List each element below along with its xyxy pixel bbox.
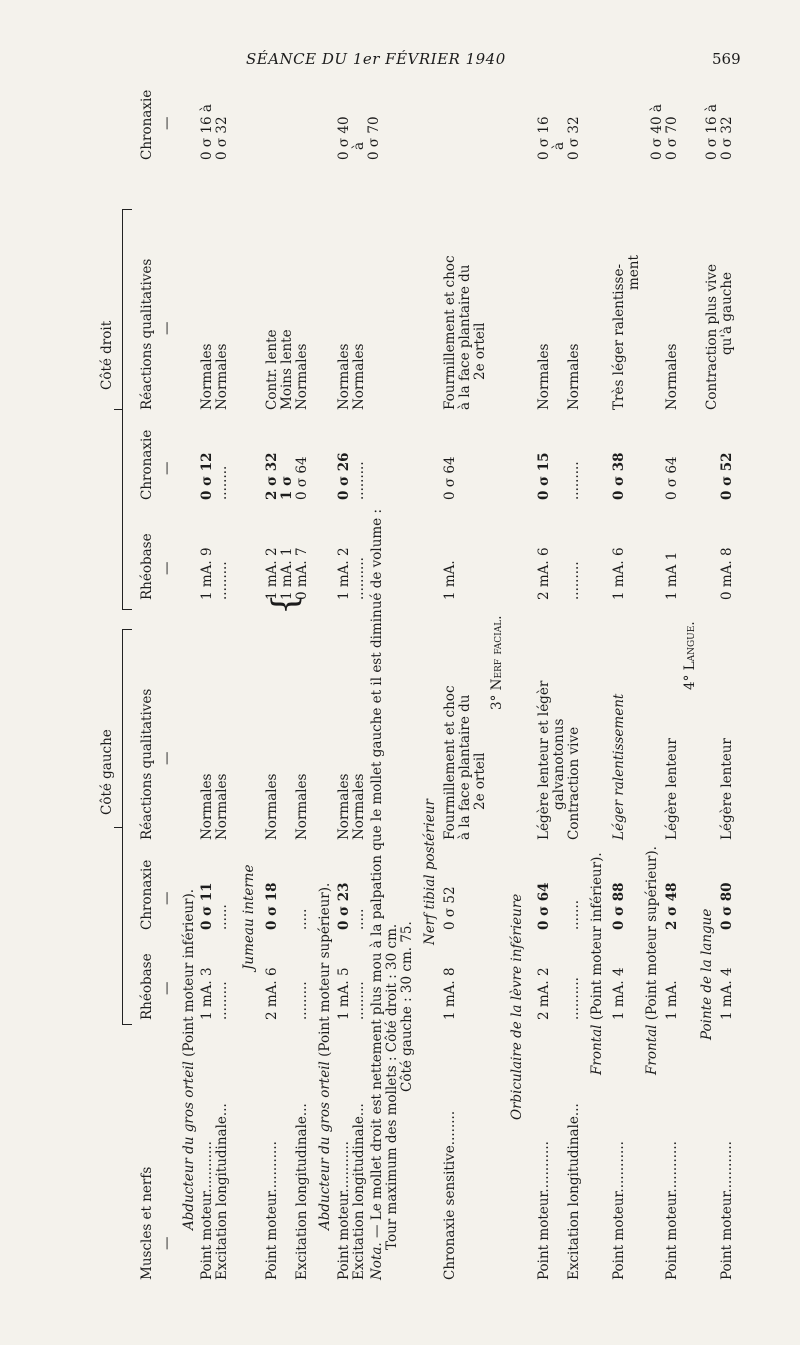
col-reactions-left: Réactions qualitatives: [139, 688, 155, 840]
nota-line: Côté gauche : 30 cm. 75.: [399, 921, 415, 1092]
brace-left: [122, 630, 123, 1025]
table-row-label: Chronaxie sensitive........: [442, 1110, 458, 1280]
rotated-table: [60, 30, 740, 1290]
cell: .....: [294, 908, 310, 930]
cell: .........: [351, 981, 367, 1020]
cell: 0 mA. 7: [294, 547, 310, 600]
running-head: SÉANCE DU 1er FÉVRIER 1940: [246, 50, 506, 68]
cell: Moins lente: [279, 329, 295, 410]
table-row-label: Excitation longitudinale...: [351, 1103, 367, 1280]
nota-line: Nota. — Le mollet droit est nettement plus mou à la palpation que le mollet gauche et il est diminué de volume :: [369, 508, 385, 1280]
cell: .........: [566, 561, 582, 600]
cell: Normales: [264, 773, 280, 840]
cell: 0 σ 18: [264, 882, 280, 930]
cell: 0 σ 16: [536, 116, 552, 160]
cell: Normales: [351, 773, 367, 840]
cell: ......: [214, 904, 230, 930]
cell: Normales: [351, 343, 367, 410]
cell: 0 σ 16 à: [704, 104, 720, 160]
cell: 0 σ 32: [566, 116, 582, 160]
cell: ment: [626, 255, 642, 290]
cell: 0 σ 40: [336, 116, 352, 160]
cell: ........: [214, 465, 230, 500]
cell: 1 mA. 4: [611, 967, 627, 1020]
cell: Légère lenteur et légèr: [536, 680, 552, 840]
cell: Très léger ralentisse-: [611, 263, 627, 410]
cell: 2 mA. 2: [536, 967, 552, 1020]
cell: Normales: [536, 343, 552, 410]
curly-brace: {: [265, 593, 305, 615]
brace-right: [122, 210, 123, 610]
cell: 0 σ 70: [366, 116, 382, 160]
cell: 1 σ: [279, 475, 295, 500]
cell: .....: [351, 908, 367, 930]
table-row-label: Excitation longitudinale...: [566, 1103, 582, 1280]
cell: 0 σ 64: [442, 456, 458, 500]
dash: —: [159, 1236, 175, 1250]
cell: 1 mA. 5: [336, 967, 352, 1020]
col-rheobase-left: Rhéobase: [139, 953, 155, 1020]
cell: 0 σ 80: [719, 882, 735, 930]
brace-tick: [114, 827, 122, 828]
section-heading: 4° Langue.: [682, 621, 698, 690]
table-row-label: Point moteur............: [611, 1141, 627, 1280]
nota-line: Tour maximum des mollets : Côté droit : 30 cm.: [384, 923, 400, 1250]
section-title: Frontal (Point moteur supérieur).: [644, 846, 660, 1075]
cell: Normales: [294, 773, 310, 840]
dash: —: [159, 116, 175, 130]
cell: ..........: [566, 977, 582, 1020]
cell: 1 mA. 2: [264, 547, 280, 600]
cell: à la face plantaire du: [457, 694, 473, 840]
cell: 2e orteil: [472, 322, 488, 380]
section-title: Pointe de la langue: [699, 908, 715, 1040]
cell: 1 mA.: [442, 560, 458, 600]
cell: 0 σ 15: [536, 452, 552, 500]
col-rheobase-right: Rhéobase: [139, 533, 155, 600]
table-row-label: Point moteur............: [264, 1141, 280, 1280]
cell: .......: [566, 899, 582, 930]
cell: .........: [214, 561, 230, 600]
cell: 0 σ 26: [336, 452, 352, 500]
cell: 0 σ 70: [664, 116, 680, 160]
cell: 2 mA. 6: [536, 547, 552, 600]
table-row-label: Point moteur............: [664, 1141, 680, 1280]
cell: Normales: [566, 343, 582, 410]
dash: —: [159, 981, 175, 995]
col-reactions-right: Réactions qualitatives: [139, 258, 155, 410]
cell: galvanotonus: [551, 718, 567, 810]
cell: Légère lenteur: [664, 738, 680, 840]
cell: 0 σ 12: [199, 452, 215, 500]
cell: Normales: [214, 343, 230, 410]
cell: 1 mA.: [664, 980, 680, 1020]
cell: .........: [294, 981, 310, 1020]
section-title: Abducteur du gros orteil (Point moteur inférieur).: [181, 888, 197, 1230]
dash: —: [159, 891, 175, 905]
brace-tick: [122, 1024, 132, 1025]
cell: .........: [214, 981, 230, 1020]
cell: Contr. lente: [264, 329, 280, 410]
cell: 1 mA. 2: [336, 547, 352, 600]
cell: qu'à gauche: [719, 271, 735, 355]
section-title: Jumeau interne: [241, 864, 257, 970]
page-number: 569: [712, 50, 741, 68]
cell: 0 σ 38: [611, 452, 627, 500]
cell: 0 σ 64: [536, 882, 552, 930]
cell: Contraction plus vive: [704, 264, 720, 410]
cell: Fourmillement et choc: [442, 685, 458, 840]
cell: 0 σ 16 à: [199, 104, 215, 160]
cell: Normales: [336, 773, 352, 840]
cell: 2 σ 48: [664, 882, 680, 930]
col-muscles: Muscles et nerfs: [139, 1166, 155, 1280]
table-row-label: Excitation longitudinale...: [214, 1103, 230, 1280]
col-chronaxie-left: Chronaxie: [139, 859, 155, 930]
section-title: Frontal (Point moteur inférieur).: [589, 852, 605, 1075]
brace-tick: [114, 409, 122, 410]
cell: à: [551, 141, 567, 150]
cell: Normales: [214, 773, 230, 840]
cell: Normales: [664, 343, 680, 410]
dash: —: [159, 561, 175, 575]
brace-tick: [122, 629, 132, 630]
table-row-label: Point moteur............: [336, 1141, 352, 1280]
cell: 1 mA. 4: [719, 967, 735, 1020]
cell: à la face plantaire du: [457, 264, 473, 410]
brace-tick: [122, 609, 132, 610]
table-row-label: Point moteur............: [199, 1141, 215, 1280]
cell: Normales: [336, 343, 352, 410]
cell: 0 σ 88: [611, 882, 627, 930]
cell: 0 mA. 8: [719, 547, 735, 600]
cell: .........: [351, 461, 367, 500]
table-row-label: Point moteur............: [536, 1141, 552, 1280]
cell: Léger ralentissement: [611, 693, 627, 840]
cell: 1 mA. 3: [199, 967, 215, 1020]
section-title: Abducteur du gros orteil (Point moteur supérieur).: [317, 882, 333, 1230]
col-chronaxie-final: Chronaxie: [139, 89, 155, 160]
cell: Contraction vive: [566, 726, 582, 840]
dash: —: [159, 321, 175, 335]
cell: 2e orteil: [472, 752, 488, 810]
group-right-header: Côté droit: [99, 320, 115, 390]
cell: 0 σ 64: [294, 456, 310, 500]
group-left-header: Côté gauche: [99, 729, 115, 815]
cell: 1 mA. 9: [199, 547, 215, 600]
cell: 1 mA. 6: [611, 547, 627, 600]
dash: —: [159, 461, 175, 475]
cell: 1 mA 1: [664, 551, 680, 600]
cell: 2 mA. 6: [264, 967, 280, 1020]
cell: 0 σ 64: [664, 456, 680, 500]
brace-tick: [122, 209, 132, 210]
cell: 0 σ 32: [719, 116, 735, 160]
cell: 0 σ 52: [442, 886, 458, 930]
cell: Légère lenteur: [719, 738, 735, 840]
dash: —: [159, 751, 175, 765]
cell: 0 σ 52: [719, 452, 735, 500]
cell: ..........: [351, 557, 367, 600]
cell: Normales: [199, 773, 215, 840]
cell: Fourmillement et choc: [442, 255, 458, 410]
table-row-label: Excitation longitudinale...: [294, 1103, 310, 1280]
cell: Normales: [294, 343, 310, 410]
table-row-label: Point moteur............: [719, 1141, 735, 1280]
cell: à: [351, 141, 367, 150]
section-title: Orbiculaire de la lèvre inférieure: [509, 893, 525, 1120]
cell: 0 σ 32: [214, 116, 230, 160]
cell: 0 σ 23: [336, 882, 352, 930]
cell: .........: [566, 461, 582, 500]
section-heading: 3° Nerf facial.: [489, 615, 505, 710]
col-chronaxie-right: Chronaxie: [139, 429, 155, 500]
cell: 0 σ 40 à: [649, 104, 665, 160]
cell: 1 mA. 8: [442, 967, 458, 1020]
section-title: Nerf tibial postérieur: [422, 799, 438, 945]
cell: 2 σ 32: [264, 452, 280, 500]
cell: 1 mA. 1: [279, 547, 295, 600]
cell: 0 σ 11: [199, 882, 215, 930]
cell: Normales: [199, 343, 215, 410]
